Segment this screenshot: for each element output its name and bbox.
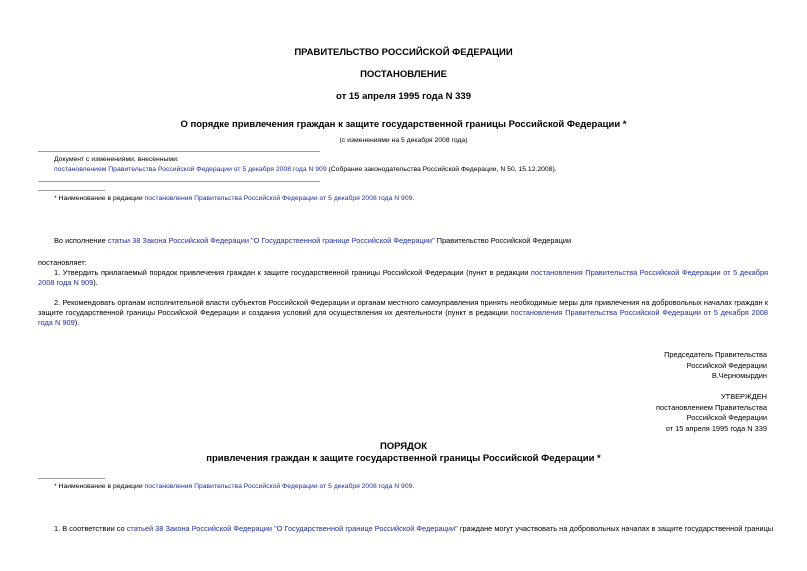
order-item-1-suffix: граждане могут участвовать на добровольных началах в защите государственной границы (457, 524, 774, 533)
order-heading: ПОРЯДОК (379, 441, 428, 452)
footnote-1-prefix: * Наименование в редакции (54, 195, 145, 202)
resolves-text: постановляет: (38, 258, 87, 267)
footnote-2-suffix: . (412, 483, 415, 490)
preamble-prefix: Во исполнение (54, 236, 108, 245)
document-date: от 15 апреля 1995 года N 339 (336, 91, 471, 102)
government-heading: ПРАВИТЕЛЬСТВО РОССИЙСКОЙ ФЕДЕРАЦИИ (294, 47, 513, 58)
item-2-text: 2. Рекомендовать органам исполнительной власти субъектов Российской Федерации и органам местного самоуправления принять необходимые меры для привлечения на добровольных началах граждан к защите государственной границы Российской Федерации и создания условий для осуществления их деятельности (пункт в редакции (38, 298, 768, 317)
signature-line-3: В.Черномырдин (711, 371, 767, 380)
item-2-link[interactable]: постановления Правительства Российской Федерации от 5 декабря 2008 года N 909 (38, 308, 768, 327)
preamble-link[interactable]: статьи 38 Закона Российской Федерации "О Государственной границе Российской Федерации" (107, 236, 435, 245)
changes-line (54, 165, 557, 175)
changes-tail: (Собрание законодательства Российской Федерации, N 50, 15.12.2008). (326, 166, 557, 173)
footnote-divider (38, 478, 105, 479)
preamble-suffix: Правительство Российской Федерации (434, 236, 572, 245)
approved-block (656, 392, 767, 434)
item-1-text: 1. Утвердить прилагаемый порядок привлечения граждан к защите государственной границы Российской Федерации (пункт в редакции (54, 268, 531, 277)
signature-block (664, 350, 767, 382)
preamble (54, 236, 571, 246)
document-title: О порядке привлечения граждан к защите государственной границы Российской Федерации * (180, 119, 627, 130)
order-subheading: привлечения граждан к защите государственной границы Российской Федерации * (206, 453, 601, 464)
revision-note: (с изменениями на 5 декабря 2008 года) (339, 137, 468, 144)
item-2-suffix: ). (74, 318, 80, 327)
footnote-1-link[interactable]: постановления Правительства Российской Федерации от 5 декабря 2008 года N 909 (144, 195, 413, 202)
order-item-1-prefix: 1. В соответствии со (54, 524, 127, 533)
item-2 (38, 298, 768, 328)
approved-line-3: Российской Федерации (686, 413, 767, 422)
footnote-divider (38, 190, 105, 191)
footnote-1-suffix: . (412, 195, 415, 202)
order-item-1-link[interactable]: статьей 38 Закона Российской Федерации "О Государственной границе Российской Федерации" (126, 524, 458, 533)
item-1 (38, 268, 768, 288)
document-type: ПОСТАНОВЛЕНИЕ (360, 69, 447, 80)
divider (38, 181, 320, 182)
item-1-link[interactable]: постановления Правительства Российской Федерации от 5 декабря 2008 года N 909 (38, 268, 768, 287)
footnote-2 (54, 482, 414, 492)
signature-line-1: Председатель Правительства (664, 350, 767, 359)
changes-intro: Документ с изменениями, внесенными: (54, 156, 179, 163)
footnote-1 (54, 194, 414, 204)
footnote-2-prefix: * Наименование в редакции (54, 483, 145, 490)
approved-line-1: УТВЕРЖДЕН (720, 392, 767, 401)
changes-link[interactable]: постановлением Правительства Российской Федерации от 5 декабря 2008 года N 909 (54, 166, 327, 173)
order-item-1 (54, 524, 773, 534)
item-1-suffix: ). (93, 278, 98, 287)
signature-line-2: Российской Федерации (686, 360, 767, 370)
divider (38, 151, 320, 152)
approved-line-2: постановлением Правительства (656, 402, 767, 412)
approved-line-4: от 15 апреля 1995 года N 339 (665, 423, 767, 433)
footnote-2-link[interactable]: постановления Правительства Российской Федерации от 5 декабря 2008 года N 909 (144, 483, 413, 490)
